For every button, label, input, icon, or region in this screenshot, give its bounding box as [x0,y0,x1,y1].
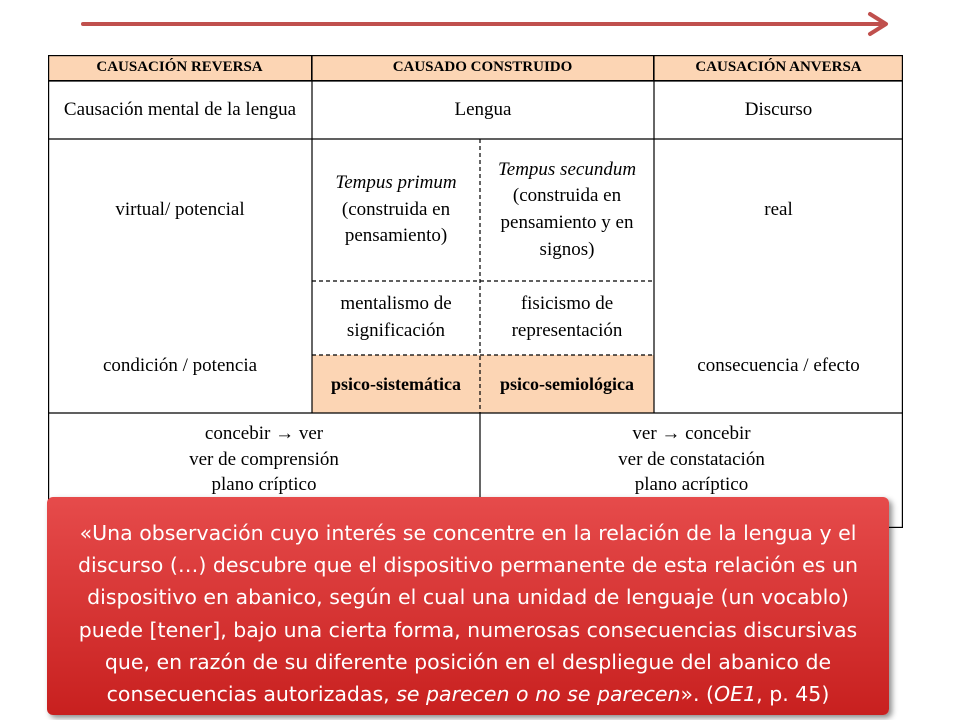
cell-real: real [764,198,793,220]
cell-virtual-potencial: virtual/ potencial [115,198,245,220]
quote-source-title: OE1 [714,681,757,706]
right-arrow-icon: → [275,423,295,444]
cell-tempus-secundum [480,139,654,281]
cell-condicion-potencia: condición / potencia [102,354,258,376]
cell-tempus-primum [312,139,480,281]
tempus-secundum-desc: (construida en pensamiento y en signos) [500,185,634,260]
right-arrow-icon: → [661,423,681,444]
quote-page-ref: , p. 45) [756,681,830,706]
causation-table [48,55,903,528]
cell-discurso: Discurso [744,98,813,120]
cell-lengua: Lengua [454,98,512,120]
cell-plano-acriptico [480,413,903,503]
ver-label: ver [298,423,324,444]
tempus-secundum-label: Tempus secundum [497,158,637,180]
cell-plano-criptico [48,413,480,503]
concebir-label: concebir [204,423,271,444]
header-causado-construido: CAUSADO CONSTRUIDO [312,55,654,81]
concebir-label: concebir [685,423,751,444]
tempus-primum-desc: (construida en pensamiento) [341,198,451,247]
cell-psico-semiologica: psico-semiológica [480,355,654,413]
quote-text: «Una observación cuyo interés se concentre en la relación de la lengua y el discurso (…) descubre que el dispositivo permanente de esta relación es un dispositivo en abanico, según el cual una unidad de lenguaje (un vocablo) puede [tener], bajo una cierta forma, numerosas consecuencias discursivas que, en razón de su diferente posición en el despliegue del abanico de consecuencias autorizadas, [78,521,858,706]
tempus-primum-label: Tempus primum [335,172,457,194]
ver-de-comprension: ver de comprensión [189,448,339,470]
cell-consecuencia-efecto: consecuencia / efecto [697,354,860,376]
ver-label: ver [632,423,657,444]
quote-text-close: ». ( [680,681,715,706]
plano-acriptico: plano acríptico [634,474,749,496]
cell-psico-sistematica: psico-sistemática [312,355,480,413]
header-causacion-anversa: CAUSACIÓN ANVERSA [654,55,903,81]
quote-italic-phrase: se parecen o no se parecen [396,681,681,706]
cell-fisicismo: fisicismo de representación [511,293,623,341]
cell-mentalismo: mentalismo de significación [340,293,452,341]
plano-criptico: plano críptico [211,474,317,496]
header-causacion-reversa: CAUSACIÓN REVERSA [48,55,312,81]
cell-causacion-mental: Causación mental de la lengua [63,98,297,120]
ver-de-constatacion: ver de constatación [618,448,765,470]
quote-box [47,497,889,715]
progress-arrow-icon [80,8,900,40]
